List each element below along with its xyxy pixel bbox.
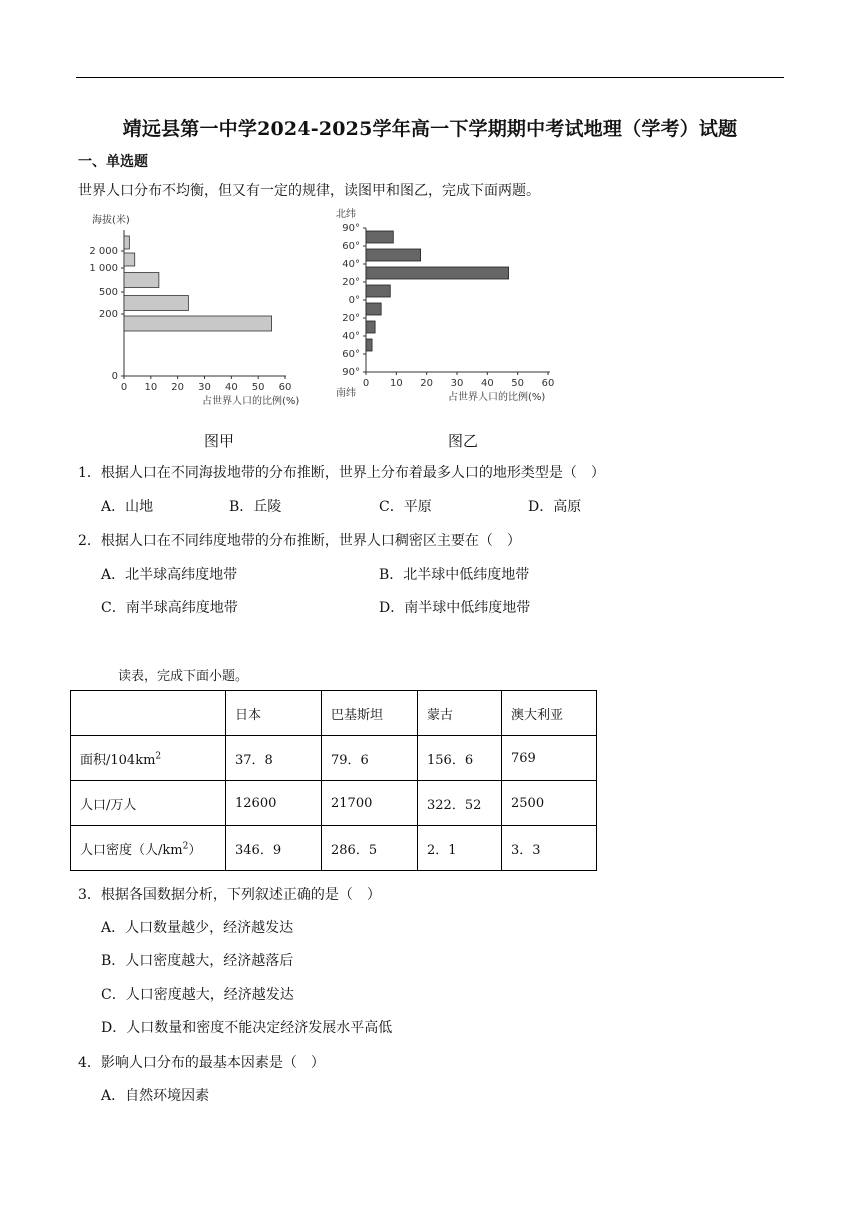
table-header-cell: 澳大利亚 [502,691,597,736]
chart-yi-xtick-label: 40 [480,378,494,389]
q1-option-b[interactable]: B．丘陵 [229,499,282,515]
table-header-cell: 巴基斯坦 [322,691,418,736]
table-row-label [71,736,226,781]
country-data-table [70,690,597,871]
chart-jia-bar [124,316,272,331]
chart-yi-xtick-label: 50 [511,378,525,389]
q4-option-a[interactable]: A．自然环境因素 [101,1088,210,1104]
q3-option-a[interactable]: A．人口数量越少，经济越发达 [101,920,294,936]
top-rule [76,77,784,78]
table-row [71,781,597,826]
chart-yi-xtick-label: 20 [420,378,434,389]
table-header-cell [71,691,226,736]
chart-jia-xtick-label: 60 [278,382,292,393]
chart-jia-xtick-label: 20 [171,382,185,393]
table-cell: 79．6 [322,736,418,781]
chart-yi [330,204,580,428]
chart-yi-ytick-label: 0° [348,295,360,306]
table-row [71,826,597,871]
chart-jia-ytick-label: 1 000 [89,263,118,274]
figure-jia [80,208,320,448]
intro-text-1: 世界人口分布不均衡，但又有一定的规律，读图甲和图乙，完成下面两题。 [78,183,540,199]
chart-yi-bar [366,249,421,261]
chart-jia-bar [124,236,129,249]
q1-option-d[interactable]: D．高原 [528,499,582,515]
row-label-sup: 2 [155,751,162,762]
row-label-text: 面积/104km [80,752,156,768]
chart-yi-bar [366,285,390,297]
chart-yi-bar [366,339,372,351]
q3-option-c[interactable]: C．人口密度越大，经济越发达 [101,987,294,1003]
table-cell: 346．9 [226,826,322,871]
row-label-suffix: ） [188,842,202,858]
table-cell: 12600 [226,781,322,826]
chart-jia [80,208,320,428]
chart-yi-ytick-label: 20° [342,313,360,324]
chart-yi-ytick-label: 40° [342,259,360,270]
chart-yi-xlabel: 占世界人口的比例(%) [448,392,546,403]
table-header-cell: 蒙古 [418,691,502,736]
chart-jia-xtick-label: 0 [120,382,128,393]
intro-text-2: 读表，完成下面小题。 [118,669,249,684]
chart-yi-bar [366,303,381,315]
q3-option-b[interactable]: B．人口密度越大，经济越落后 [101,953,294,969]
question-3-stem: 3．根据各国数据分析，下列叙述正确的是（ ） [78,887,381,903]
chart-yi-bar [366,267,509,279]
chart-jia-ytick-label: 0 [111,371,118,382]
chart-jia-ytick-label: 200 [98,309,118,320]
chart-jia-ytick-label: 500 [98,287,118,298]
chart-yi-ytick-label: 60° [342,349,360,360]
table-cell: 322．52 [418,781,502,826]
chart-yi-ytick-label: 60° [342,241,360,252]
q2-option-a[interactable]: A．北半球高纬度地带 [101,567,238,583]
chart-jia-bar [124,253,135,266]
chart-yi-ytick-label: 20° [342,277,360,288]
q1-option-c[interactable]: C．平原 [379,499,432,515]
table-cell: 37．8 [226,736,322,781]
chart-yi-xtick-label: 30 [450,378,464,389]
row-label-text: 人口密度（人/km [80,842,183,858]
chart-jia-xtick-label: 50 [251,382,265,393]
question-2-stem: 2．根据人口在不同纬度地带的分布推断，世界人口稠密区主要在（ ） [78,533,521,549]
chart-jia-xtick-label: 40 [224,382,238,393]
table-cell: 286．5 [322,826,418,871]
table-row-label [71,826,226,871]
chart-yi-xtick-label: 10 [389,378,403,389]
chart-jia-ytitle: 海拔(米) [92,215,130,226]
chart-jia-bar [124,273,159,288]
row-label-sup: 2 [182,841,189,852]
chart-yi-xtick-label: 0 [362,378,370,389]
table-header-row [71,691,597,736]
chart-yi-ytick-label: 90° [342,367,360,378]
table-header-cell: 日本 [226,691,322,736]
table-cell: 156．6 [418,736,502,781]
table-cell: 2500 [502,781,597,826]
question-4-stem: 4．影响人口分布的最基本因素是（ ） [78,1055,325,1071]
question-1-stem: 1．根据人口在不同海拔地带的分布推断，世界上分布着最多人口的地形类型是（ ） [78,465,605,481]
chart-yi-ytitle-south: 南纬 [336,388,356,399]
q2-option-d[interactable]: D．南半球中低纬度地带 [379,600,531,616]
chart-jia-xtick-label: 10 [144,382,158,393]
table-cell: 769 [502,736,597,781]
chart-yi-bar [366,231,393,243]
figure-yi [330,204,580,448]
chart-yi-ytick-label: 90° [342,223,360,234]
q2-option-c[interactable]: C．南半球高纬度地带 [101,600,238,616]
table-cell: 2．1 [418,826,502,871]
page-title: 靖远县第一中学2024-2025学年高一下学期期中考试地理（学考）试题 [122,118,738,140]
table-cell: 3．3 [502,826,597,871]
figure-caption-yi: 图乙 [448,432,479,450]
chart-yi-bar [366,321,375,333]
q2-option-b[interactable]: B．北半球中低纬度地带 [379,567,530,583]
chart-jia-bar [124,296,188,311]
q1-option-a[interactable]: A．山地 [101,499,154,515]
chart-yi-ytick-label: 40° [342,331,360,342]
section-heading: 一、单选题 [78,154,148,170]
q3-option-d[interactable]: D．人口数量和密度不能决定经济发展水平高低 [101,1020,393,1036]
chart-jia-ytick-label: 2 000 [89,246,118,257]
table-row [71,736,597,781]
chart-jia-xtick-label: 30 [198,382,211,393]
chart-jia-xlabel: 占世界人口的比例(%) [202,396,300,407]
chart-yi-xtick-label: 60 [541,378,555,389]
table-row-label: 人口/万人 [71,781,226,826]
chart-yi-ytitle-north: 北纬 [336,209,356,220]
figure-caption-jia: 图甲 [204,432,235,450]
table-cell: 21700 [322,781,418,826]
